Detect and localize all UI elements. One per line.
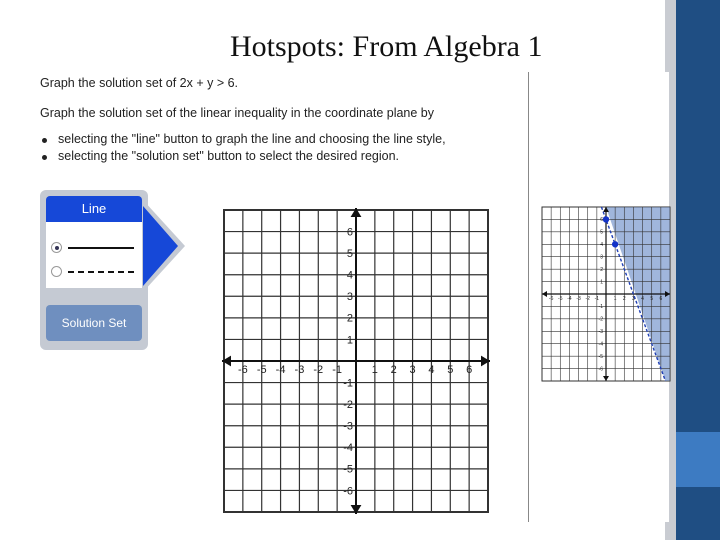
x-tick-label: -1 xyxy=(332,364,343,376)
y-tick-label: -3 xyxy=(343,420,353,433)
bullet-dot xyxy=(42,138,47,143)
plotted-point xyxy=(603,216,609,222)
x-tick-label: 5 xyxy=(650,296,654,302)
dashed-line-swatch[interactable] xyxy=(68,271,134,273)
y-tick-label: 1 xyxy=(600,279,603,286)
x-tick-label: 5 xyxy=(447,364,454,376)
y-tick-label: -4 xyxy=(598,341,603,348)
plotted-point xyxy=(612,241,618,247)
answer-graph xyxy=(540,205,672,383)
x-tick-label: 2 xyxy=(622,296,626,302)
x-tick-label: 6 xyxy=(659,296,663,302)
x-tick-label: -2 xyxy=(585,296,590,302)
x-tick-label: -3 xyxy=(294,364,305,376)
solid-style-radio[interactable] xyxy=(51,242,62,253)
x-tick-label: 4 xyxy=(428,364,435,376)
y-tick-label: -6 xyxy=(343,485,353,498)
line-panel-arrow xyxy=(143,206,178,286)
x-tick-label: 1 xyxy=(371,364,378,376)
y-tick-label: 2 xyxy=(600,266,603,273)
y-tick-label: 1 xyxy=(346,334,353,347)
solution-set-button[interactable]: Solution Set xyxy=(46,305,142,341)
coordinate-plane[interactable] xyxy=(220,206,492,516)
y-tick-label: -5 xyxy=(598,353,603,360)
x-tick-label: 4 xyxy=(641,296,644,302)
x-tick-label: 3 xyxy=(632,296,635,302)
dashed-style-radio[interactable] xyxy=(51,266,62,277)
y-tick-label: 4 xyxy=(346,269,353,282)
line-style-options xyxy=(46,222,142,288)
y-tick-label: 5 xyxy=(346,247,353,260)
slide-side-accent xyxy=(676,432,720,487)
x-tick-label: -5 xyxy=(558,296,563,302)
y-tick-label: 6 xyxy=(346,226,353,239)
graph-tool-panel xyxy=(40,190,148,350)
question-prompt: Graph the solution set of 2x + y > 6. xyxy=(40,76,239,90)
line-button[interactable]: Line xyxy=(46,196,142,222)
y-tick-label: 6 xyxy=(600,217,603,224)
x-tick-label: -6 xyxy=(548,296,554,302)
question-instruction: Graph the solution set of the linear inequality in the coordinate plane by xyxy=(40,106,435,120)
y-tick-label: 3 xyxy=(600,254,603,261)
y-tick-label: -5 xyxy=(343,463,353,476)
x-tick-label: -1 xyxy=(594,296,600,302)
y-tick-label: 3 xyxy=(346,291,353,304)
y-tick-label: -1 xyxy=(598,304,603,311)
y-tick-label: -6 xyxy=(598,366,603,373)
x-tick-label: -2 xyxy=(313,364,324,376)
x-tick-label: 3 xyxy=(409,364,416,376)
y-tick-label: 5 xyxy=(600,229,603,236)
y-tick-label: -1 xyxy=(343,377,353,390)
y-tick-label: -4 xyxy=(343,442,353,455)
y-tick-label: 2 xyxy=(346,312,353,325)
x-tick-label: -4 xyxy=(567,296,572,302)
y-tick-label: 4 xyxy=(600,242,603,249)
bullet-dot xyxy=(42,155,47,160)
solid-line-swatch[interactable] xyxy=(68,247,134,249)
x-tick-label: 1 xyxy=(613,296,617,302)
x-tick-label: -3 xyxy=(576,296,581,302)
y-tick-label: -3 xyxy=(598,329,603,336)
y-tick-label: -2 xyxy=(598,316,603,323)
x-tick-label: 2 xyxy=(390,364,397,376)
instruction-bullet-1: selecting the "line" button to graph the line and choosing the line style, xyxy=(58,132,446,146)
x-tick-label: -4 xyxy=(275,364,286,376)
x-tick-label: -6 xyxy=(237,364,248,376)
x-tick-label: 6 xyxy=(466,364,473,376)
y-tick-label: -2 xyxy=(343,398,353,411)
instruction-bullet-2: selecting the "solution set" button to select the desired region. xyxy=(58,149,400,163)
x-tick-label: -5 xyxy=(256,364,267,376)
slide-title: Hotspots: From Algebra 1 xyxy=(230,30,543,63)
